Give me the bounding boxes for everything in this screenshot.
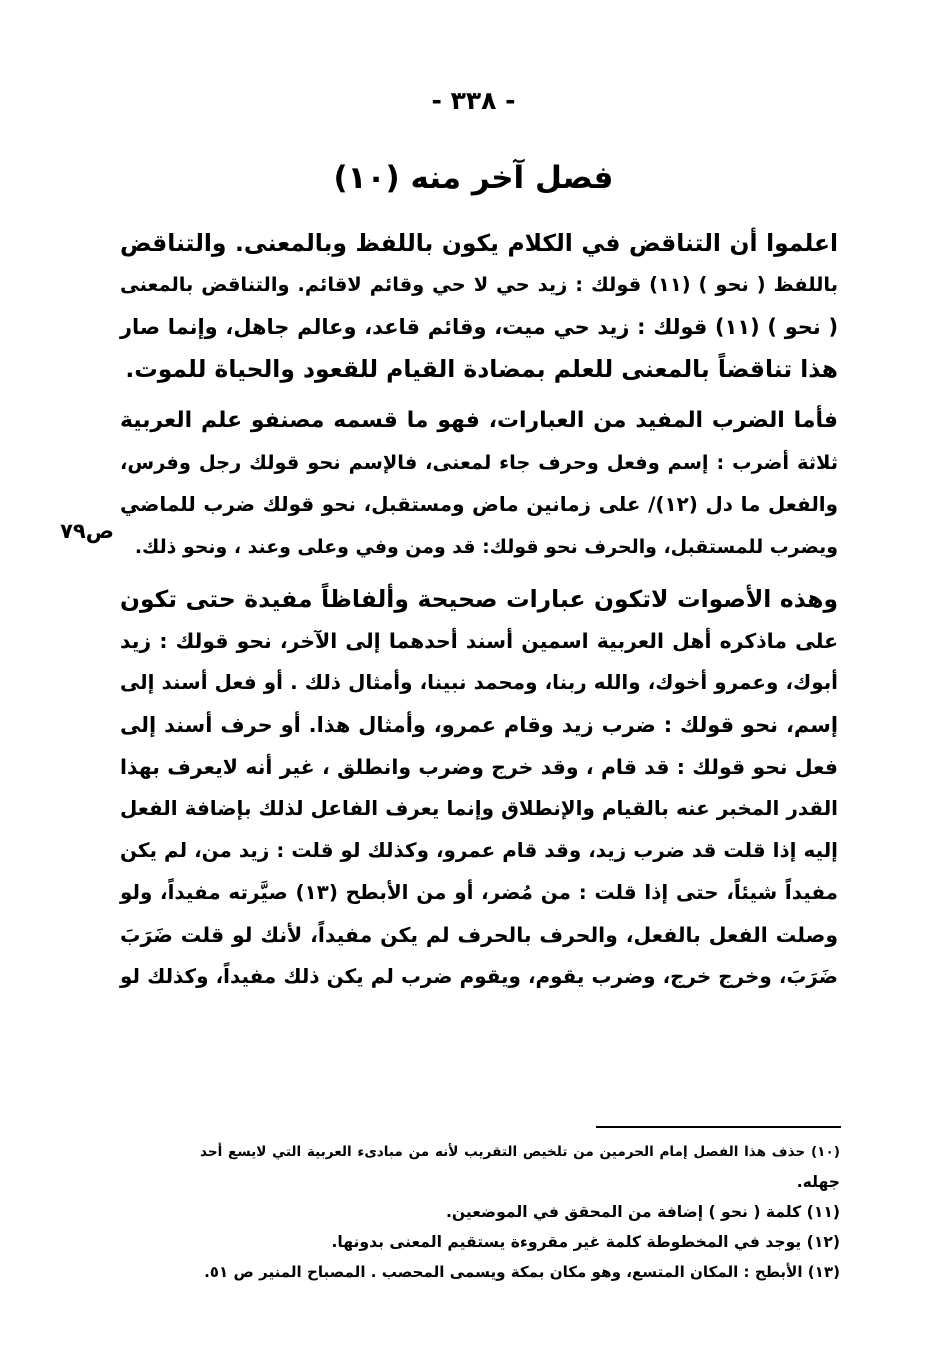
text-line: ( نحو ) (١١) قولك : زيد حي ميت، وقائم قاعد، وعالم جاهل، وإنما صار [120, 315, 838, 339]
text-line: إسم، نحو قولك : ضرب زيد وقام عمرو، وأمثال هذا. أو حرف أسند إلى [120, 713, 838, 737]
text-line: على ماذكره أهل العربية اسمين أسند أحدهما إلى الآخر، نحو قولك : زيد [120, 629, 838, 653]
text-line: فعل نحو قولك : قد قام ، وقد خرج وضرب وانطلق ، غير أنه لايعرف بهذا [120, 755, 838, 779]
text-line: القدر المخبر عنه بالقيام والإنطلاق وإنما يعرف الفاعل لذلك بإضافة الفعل [120, 797, 838, 820]
paragraph-gap [120, 568, 838, 578]
text-line: مفيداً شيئاً، حتى إذا قلت : من مُضر، أو من الأبطح (١٣) صيَّرته مفيداً، ولو [120, 881, 838, 904]
footnote-line: (١٣) الأبطح : المكان المتسع، وهو مكان بمكة ويسمى المحصب . المصباح المنير ص ٥١. [204, 1263, 840, 1281]
text-line: باللفظ ( نحو ) (١١) قولك : زيد حي لا حي وقائم لاقائم. والتناقض بالمعنى [120, 273, 838, 296]
text-line: هذا تناقضاً بالمعنى للعلم بمضادة القيام للقعود والحياة للموت. [125, 355, 838, 383]
footnote-line: (١٠) حذف هذا الفصل إمام الحرمين من تلخيص التقريب لأنه من مبادىء العربية التي لايسع أحد [200, 1144, 840, 1160]
text-line: إليه إذا قلت قد ضرب زيد، وقد قام عمرو، وكذلك لو قلت : زيد من، لم يكن [120, 839, 838, 862]
text-line: ثلاثة أضرب : إسم وفعل وحرف جاء لمعنى، فالإسم نحو قولك رجل وفرس، [120, 451, 838, 474]
text-line: اعلموا أن التناقض في الكلام يكون باللفظ وبالمعنى. والتناقض [120, 229, 838, 257]
text-line: وهذه الأصوات لاتكون عبارات صحيحة وألفاظاً مفيدة حتى تكون [120, 585, 838, 613]
footnotes [200, 1137, 840, 1287]
paragraph-gap [120, 390, 838, 400]
text-line: فأما الضرب المفيد من العبارات، فهو ما قسمه مصنفو علم العربية [120, 408, 838, 433]
footnote-line: جهله. [796, 1173, 840, 1191]
chapter-title: فصل آخر منه (١٠) [333, 160, 614, 196]
margin-page-reference: ص٧٩ [60, 519, 114, 543]
text-line: ضَرَبَ، وخرج خرج، وضرب يقوم، ويقوم ضرب لم يكن ذلك مفيداً، وكذلك لو [120, 965, 838, 988]
body-text [120, 222, 838, 998]
text-line: والفعل ما دل (١٢)/ على زمانين ماض ومستقبل، نحو قولك ضرب للماضي [120, 493, 838, 516]
footnote-line: (١٢) يوجد في المخطوطة كلمة غير مقروءة يستقيم المعنى بدونها. [331, 1233, 840, 1251]
text-line: وصلت الفعل بالفعل، والحرف بالحرف لم يكن مفيداً، لأنك لو قلت ضَرَبَ [120, 923, 838, 947]
text-line: ويضرب للمستقبل، والحرف نحو قولك: قد ومن وفي وعلى وعند ، ونحو ذلك. [134, 536, 838, 558]
footnote-divider [596, 1126, 841, 1128]
text-line: أبوك، وعمرو أخوك، والله ربنا، ومحمد نبينا، وأمثال ذلك . أو فعل أسند إلى [120, 671, 838, 694]
page-number: - ٣٣٨ - [431, 86, 516, 115]
footnote-line: (١١) كلمة ( نحو ) إضافة من المحقق في الموضعين. [445, 1203, 840, 1221]
